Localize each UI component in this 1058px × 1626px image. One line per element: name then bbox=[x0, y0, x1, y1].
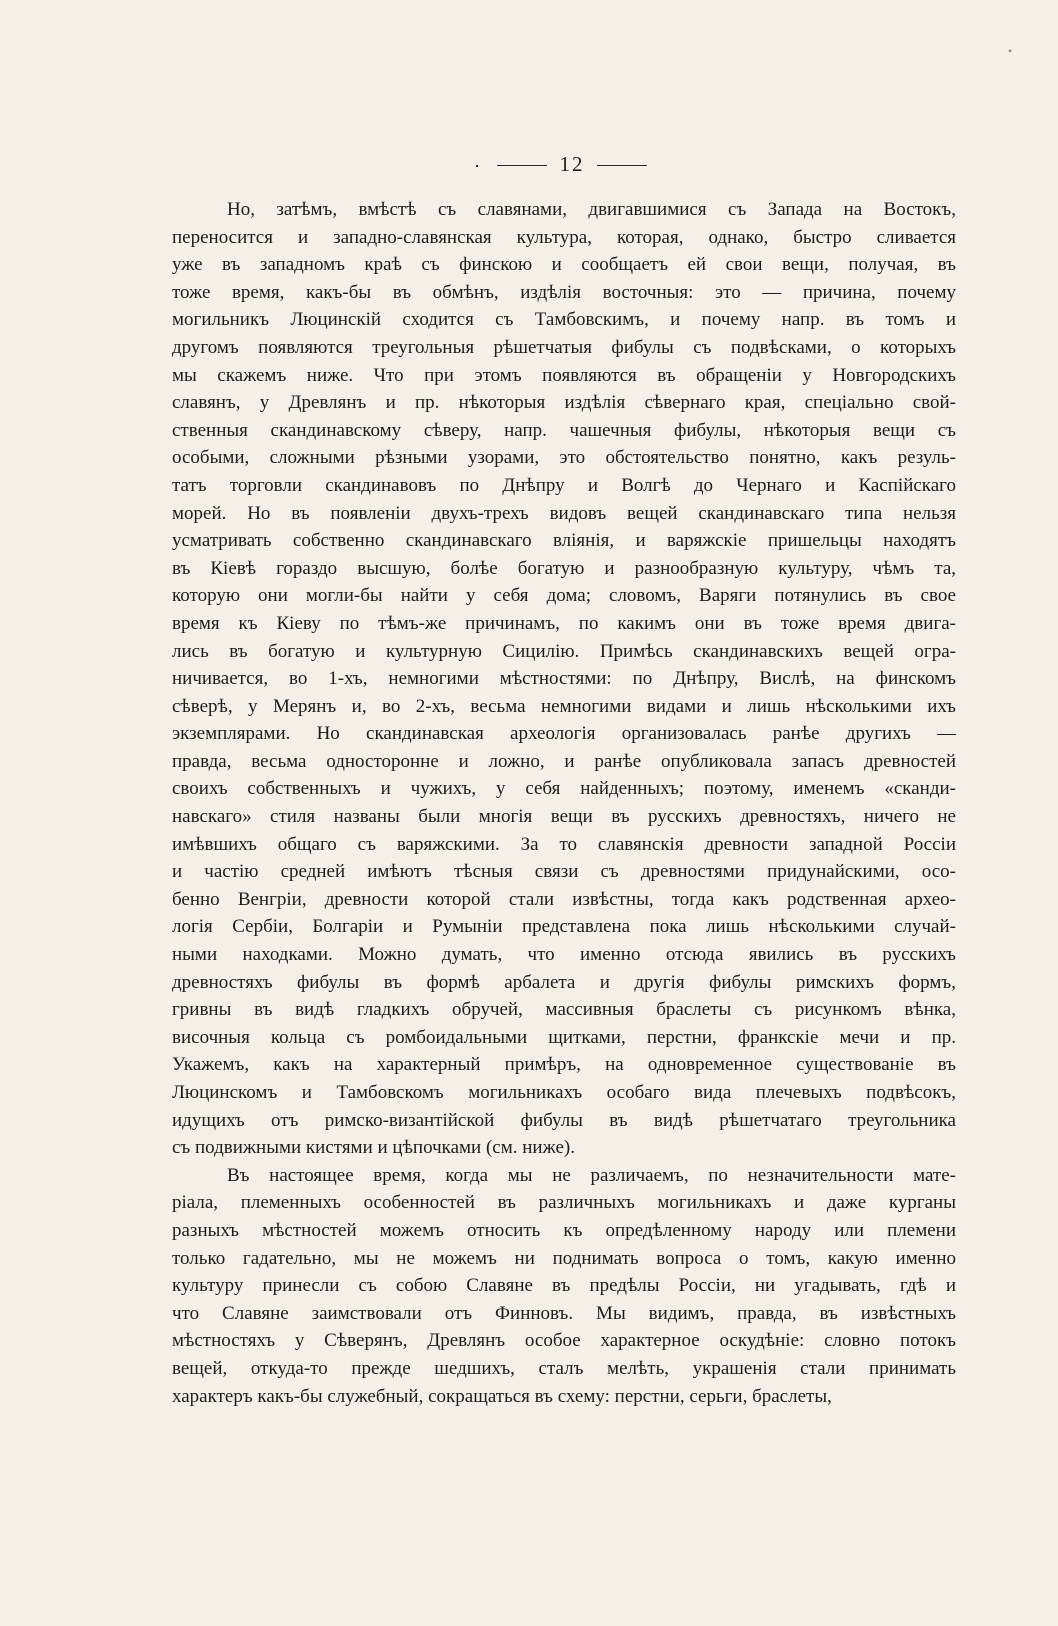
text-line: тоже время, какъ-бы въ обмѣнъ, издѣлія восточныя: это — причина, почему bbox=[172, 281, 956, 303]
text-line: навскаго» стиля названы были многія вещи въ русскихъ древностяхъ, ничего не bbox=[172, 806, 956, 828]
header-dash-left bbox=[497, 165, 547, 166]
text-line: и частію средней имѣютъ тѣсныя связи съ древностями придунайскими, осо- bbox=[172, 861, 956, 883]
text-line: идущихъ отъ римско-византійской фибулы въ видѣ рѣшетчатаго треугольника bbox=[172, 1109, 956, 1131]
text-line: культуру принесли съ собою Славяне въ предѣлы Россіи, ни угадывать, гдѣ и bbox=[172, 1275, 956, 1297]
text-line: ничивается, во 1-хъ, немногими мѣстностями: по Днѣпру, Вислѣ, на финскомъ bbox=[172, 668, 956, 690]
text-line: морей. Но въ появленіи двухъ-трехъ видовъ вещей скандинавскаго типа нельзя bbox=[172, 502, 956, 524]
paragraph bbox=[172, 1162, 956, 1410]
text-line: которую они могли-бы найти у себя дома; словомъ, Варяги потянулись въ свое bbox=[172, 585, 956, 607]
text-line: лись въ богатую и культурную Сицилію. Примѣсь скандинавскихъ вещей огра- bbox=[172, 640, 956, 662]
text-line: Укажемъ, какъ на характерный примѣръ, на одновременное существованіе въ bbox=[172, 1054, 956, 1076]
text-line: особыми, сложными рѣзными узорами, это обстоятельство понятно, какъ резуль- bbox=[172, 447, 956, 469]
page-speck: • bbox=[1008, 44, 1013, 58]
text-line: съ подвижными кистями и цѣпочками (см. ниже). bbox=[172, 1137, 575, 1159]
text-line: сѣверѣ, у Мерянъ и, во 2-хъ, весьма немногими видами и лишь нѣсколькими ихъ bbox=[172, 695, 956, 717]
text-line: время къ Кіеву по тѣмъ-же причинамъ, по какимъ они въ тоже время двига- bbox=[172, 612, 956, 634]
text-line: другомъ появляются треугольныя рѣшетчатыя фибулы съ подвѣсками, о которыхъ bbox=[172, 336, 956, 358]
text-line: только гадательно, мы не можемъ ни поднимать вопроса о томъ, какую именно bbox=[172, 1247, 956, 1269]
text-line: экземплярами. Но скандинавская археологія организовалась ранѣе другихъ — bbox=[172, 723, 956, 745]
text-line: мы скажемъ ниже. Что при этомъ появляются въ обращеніи у Новгородскихъ bbox=[172, 364, 956, 386]
text-line: въ Кіевѣ гораздо высшую, болѣе богатую и разнообразную культуру, чѣмъ та, bbox=[172, 557, 956, 579]
text-line: что Славяне заимствовали отъ Финновъ. Мы видимъ, правда, въ извѣстныхъ bbox=[172, 1302, 956, 1324]
header-dot-ornament bbox=[476, 165, 478, 167]
text-line: вещей, откуда-то прежде шедшихъ, сталъ мелѣть, украшенія стали принимать bbox=[172, 1357, 956, 1379]
text-line: своихъ собственныхъ и чужихъ, у себя найденныхъ; поэтому, именемъ «сканди- bbox=[172, 778, 956, 800]
text-line: логія Сербіи, Болгаріи и Румыніи представлена пока лишь нѣсколькими случай- bbox=[172, 916, 956, 938]
page-body bbox=[172, 196, 956, 1410]
text-line: ріала, племенныхъ особенностей въ различныхъ могильникахъ и даже курганы bbox=[172, 1192, 956, 1214]
text-line: ными находками. Можно думать, что именно отсюда явились въ русскихъ bbox=[172, 944, 956, 966]
text-line: татъ торговли скандинавовъ по Днѣпру и Волгѣ до Чернаго и Каспійскаго bbox=[172, 474, 956, 496]
paragraph bbox=[172, 196, 956, 1162]
text-line: Но, затѣмъ, вмѣстѣ съ славянами, двигавшимися съ Запада на Востокъ, bbox=[227, 199, 956, 220]
text-line: правда, весьма односторонне и ложно, и ранѣе опубликовала запасъ древностей bbox=[172, 750, 956, 772]
page-header bbox=[0, 150, 1058, 180]
text-line: древностяхъ фибулы въ формѣ арбалета и другія фибулы римскихъ формъ, bbox=[172, 971, 956, 993]
text-line: могильникъ Люцинскій сходится съ Тамбовскимъ, и почему напр. въ томъ и bbox=[172, 309, 956, 331]
header-dash-right bbox=[597, 165, 647, 166]
text-line: височныя кольца съ ромбоидальными щитками, перстни, франкскіе мечи и пр. bbox=[172, 1026, 956, 1048]
text-line: переносится и западно-славянская культура, которая, однако, быстро сливается bbox=[172, 226, 956, 248]
text-line: Люцинскомъ и Тамбовскомъ могильникахъ особаго вида плечевыхъ подвѣсокъ, bbox=[172, 1082, 956, 1103]
text-line: усматривать собственно скандинавскаго вліянія, и варяжскіе пришельцы находятъ bbox=[172, 530, 956, 552]
text-line: ственныя скандинавскому сѣверу, напр. чашечныя фибулы, нѣкоторыя вещи съ bbox=[172, 419, 956, 441]
text-line: славянъ, у Древлянъ и пр. нѣкоторыя издѣлія сѣвернаго края, спеціально свой- bbox=[172, 392, 956, 414]
text-line: разныхъ мѣстностей можемъ относить къ опредѣленному народу или племени bbox=[172, 1219, 956, 1241]
text-line: Въ настоящее время, когда мы не различаемъ, по незначительности мате- bbox=[227, 1164, 956, 1186]
page-number: 12 bbox=[559, 152, 585, 176]
text-line: уже въ западномъ краѣ съ финскою и сообщаетъ ей свои вещи, получая, въ bbox=[172, 254, 956, 276]
text-line: бенно Венгріи, древности которой стали извѣстны, тогда какъ родственная археo- bbox=[172, 888, 956, 910]
text-line: имѣвшихъ общаго съ варяжскими. За то славянскія древности западной Россіи bbox=[172, 833, 956, 855]
text-line: мѣстностяхъ у Сѣверянъ, Древлянъ особое характерное оскудѣніе: словно потокъ bbox=[172, 1330, 956, 1352]
text-line: характеръ какъ-бы служебный, сокращаться въ схему: перстни, серьги, браслеты, bbox=[172, 1385, 832, 1407]
text-line: гривны въ видѣ гладкихъ обручей, массивныя браслеты съ рисункомъ вѣнка, bbox=[172, 999, 956, 1021]
